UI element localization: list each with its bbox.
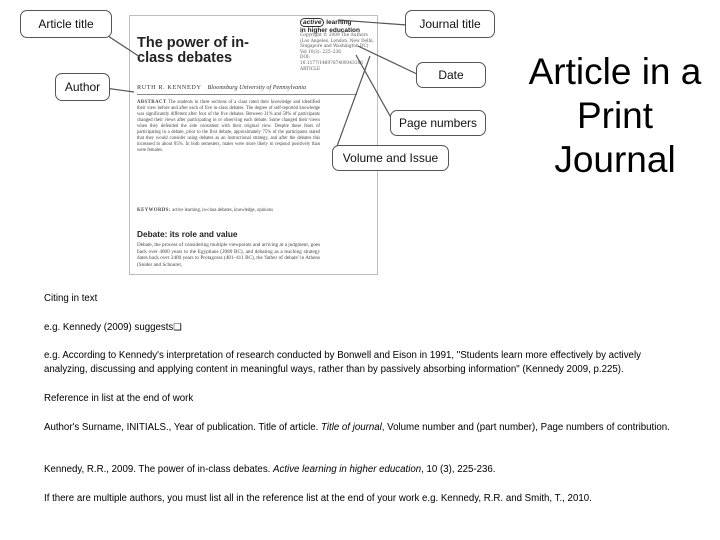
line-volume-issue xyxy=(336,56,370,149)
line-article-title xyxy=(105,34,140,57)
journal-body-text: Debate, the process of considering multiple viewpoints and arriving at a judgment, goes back over 4000 years to the Egyptians (2080 BC), and debating as a teaching strategy dates back over 2400 years to Protagoras (481–411 BC), the 'father of debate' in Athens (Snider and Schnurer, xyxy=(137,242,320,268)
journal-author-line: RUTH R. KENNEDY Bloomsburg University of Pennsylvania xyxy=(137,84,357,95)
reference-format: Author's Surname, INITIALS., Year of publication. Title of article. Title of journal, Volume number and (part number), Page numbers of contribution. xyxy=(44,422,670,433)
journal-meta: Copyright © 2009 The Authors (Los Angeles, London, New Delhi, Singapore and Washington DC) Vol 10(3): 225–236 DOI: 10.1177/1469787409343186 ARTICLE xyxy=(300,33,374,72)
reference-heading: Reference in list at the end of work xyxy=(44,393,194,404)
callout-article-title: Article title xyxy=(20,10,112,38)
journal-abstract: ABSTRACT The students in three sections of a class rated their knowledge and identified their view before and after each of five in-class debates. The degree of self-reported knowledge was significantly different after four of the five debates. Between 31% and 58% of participants changed their views after participating in or observing each debate. Some changed their views when they defended the side consistent with their original view. Despite these fears of participating in a debate, prior to the first debate, approximately 75% of the participants stated that they would consider using debates as an instructional strategy, and after the debates this increased to about 85%. In both semesters, males were more likely to respond positively than were females. xyxy=(137,100,320,153)
multiple-authors-note: If there are multiple authors, you must list all in the reference list at the end of your work e.g. Kennedy, R.R. and Smith, T., 2010. xyxy=(44,493,592,504)
journal-section-title: Debate: its role and value xyxy=(137,229,238,239)
journal-article-title: The power of in-class debates xyxy=(137,35,249,66)
journal-logo: active learning in higher education xyxy=(300,19,360,34)
citing-example-2: e.g. According to Kennedy's interpretation of research conducted by Bonwell and Eison in 1991, "Students learn more effectively by actively analyzing, discussing and applying content in meaningful ways, rather than by passively absorbing information" (Kennedy 2009, p.225). xyxy=(44,350,641,375)
reference-example: Kennedy, R.R., 2009. The power of in-class debates. Active learning in higher education, 10 (3), 225-236. xyxy=(44,464,496,475)
callout-author: Author xyxy=(55,73,110,101)
callout-journal-title: Journal title xyxy=(405,10,495,38)
line-page-numbers xyxy=(356,55,394,123)
slide-title: Article in a Print Journal xyxy=(528,51,702,180)
callout-page-numbers: Page numbers xyxy=(390,110,486,136)
journal-keywords: KEYWORDS: active learning, in-class debates, knowledge, opinions xyxy=(137,208,274,213)
line-journal-title xyxy=(338,20,407,25)
callout-volume-issue: Volume and Issue xyxy=(332,145,449,171)
line-date xyxy=(358,46,419,75)
citing-example-1: e.g. Kennedy (2009) suggests❑ xyxy=(44,322,182,333)
callout-date: Date xyxy=(416,62,486,88)
citing-heading: Citing in text xyxy=(44,293,98,304)
